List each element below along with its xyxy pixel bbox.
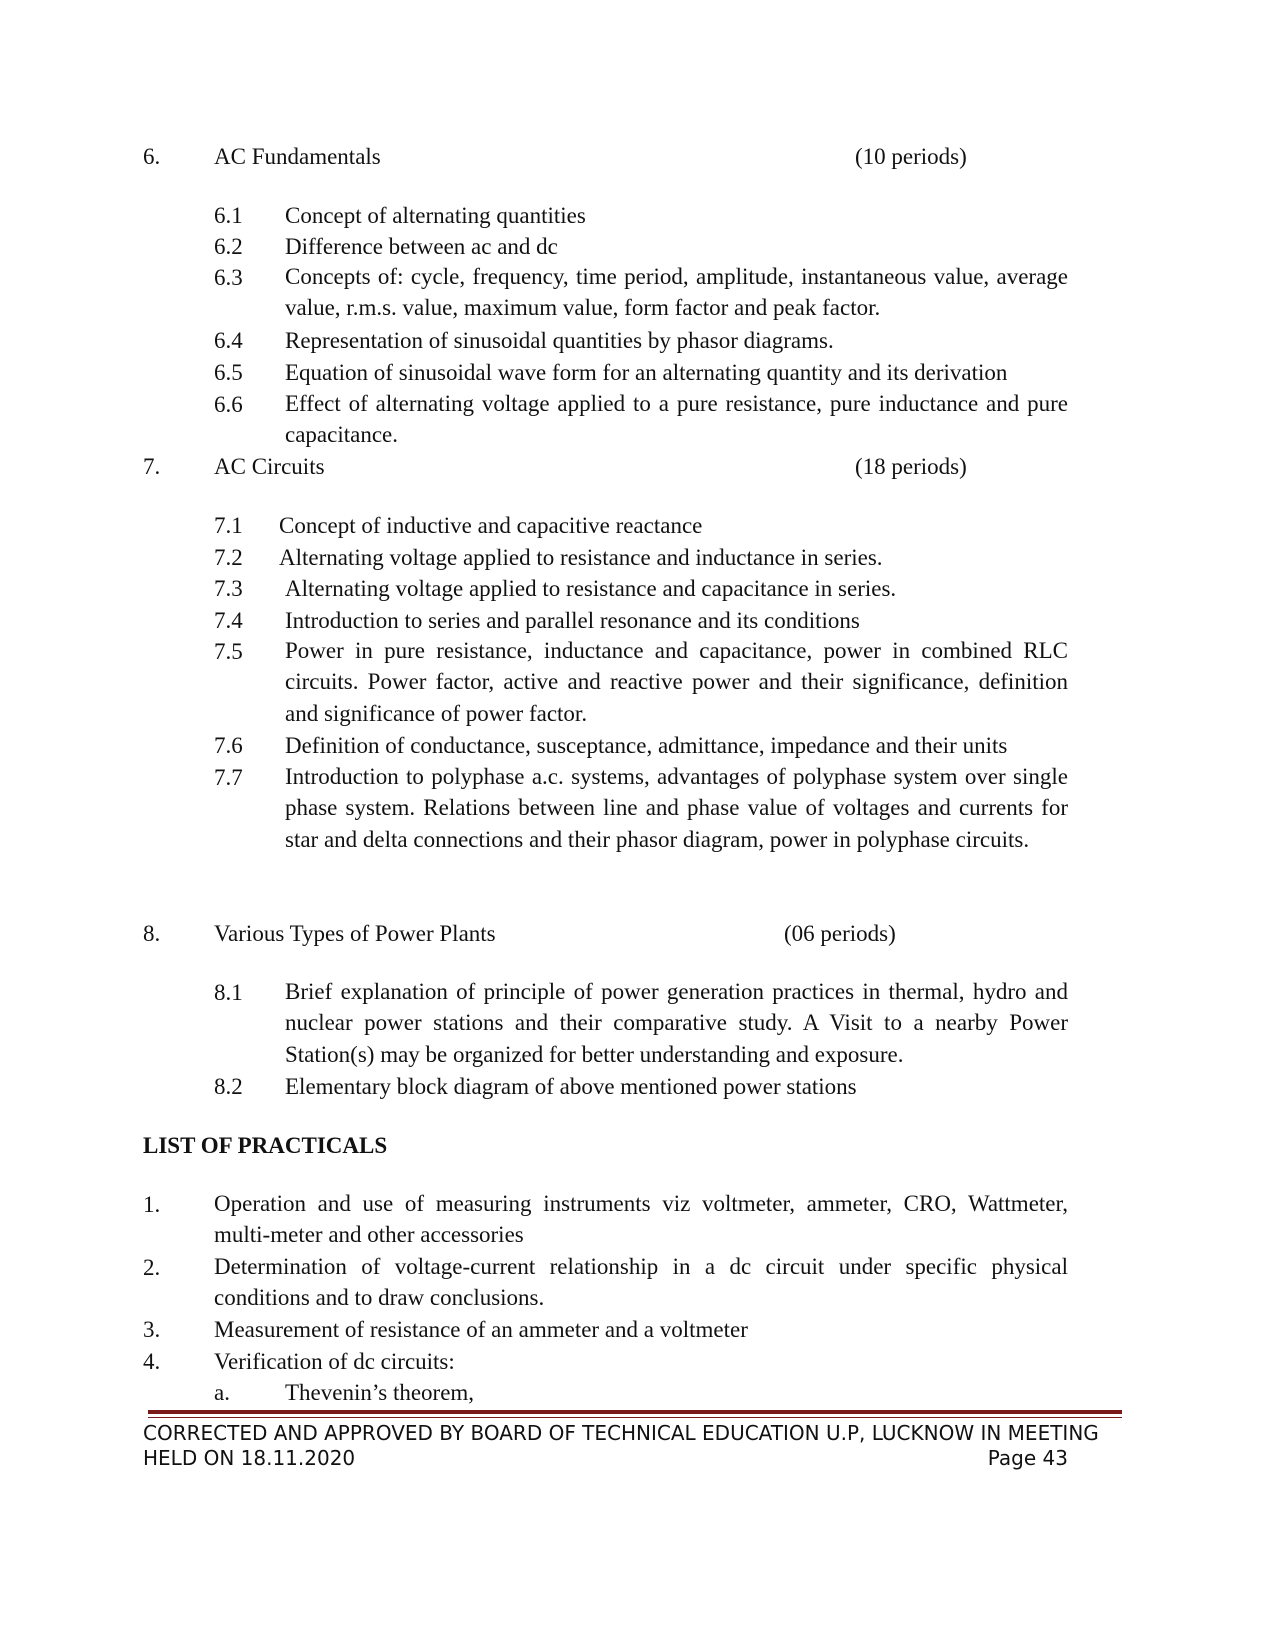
practicals-heading: LIST OF PRACTICALS xyxy=(143,1133,388,1158)
footer-divider xyxy=(148,1410,1122,1414)
item-number: 7.1 xyxy=(214,513,243,538)
practical-text: Operation and use of measuring instruments viz voltmeter, ammeter, CRO, Wattmeter, multi-meter and other accessories xyxy=(214,1191,1068,1248)
practical-text: Measurement of resistance of an ammeter and a voltmeter xyxy=(214,1317,748,1342)
practical-subitem-letter: a. xyxy=(214,1380,230,1405)
practical-number: 3. xyxy=(143,1317,161,1342)
practical-number: 2. xyxy=(143,1255,161,1280)
item-number: 8.1 xyxy=(214,980,243,1005)
item-number: 6.5 xyxy=(214,360,243,385)
item-number: 7.2 xyxy=(214,545,243,570)
item-text: Alternating voltage applied to resistance and capacitance in series. xyxy=(285,576,897,601)
item-text: Concepts of: cycle, frequency, time period, amplitude, instantaneous value, average value, r.m.s. value, maximum value, form factor and peak factor. xyxy=(285,264,1068,320)
section-periods: (06 periods) xyxy=(784,921,896,946)
item-number: 6.1 xyxy=(214,203,243,228)
item-number: 7.6 xyxy=(214,733,243,758)
item-number: 6.2 xyxy=(214,234,243,259)
practical-text: Determination of voltage-current relationship in a dc circuit under specific physical conditions and to draw conclusions. xyxy=(214,1254,1068,1311)
section-number: 6. xyxy=(143,144,161,169)
item-text: Power in pure resistance, inductance and capacitance, power in combined RLC circuits. Power factor, active and reactive power and their significance, definition and significance of power factor. xyxy=(285,638,1068,726)
item-text: Representation of sinusoidal quantities by phasor diagrams. xyxy=(285,328,834,353)
practical-text: Verification of dc circuits: xyxy=(214,1349,455,1374)
section-title: Various Types of Power Plants xyxy=(214,921,496,946)
practical-subitem-text: Thevenin’s theorem, xyxy=(285,1380,475,1405)
item-text: Definition of conductance, susceptance, admittance, impedance and their units xyxy=(285,733,1008,758)
practical-number: 4. xyxy=(143,1349,161,1374)
footer-meeting-date: HELD ON 18.11.2020 xyxy=(143,1446,356,1470)
section-title: AC Circuits xyxy=(214,454,325,479)
item-text: Equation of sinusoidal wave form for an alternating quantity and its derivation xyxy=(285,360,1008,385)
item-text: Difference between ac and dc xyxy=(285,234,558,259)
section-number: 7. xyxy=(143,454,161,479)
item-text: Introduction to series and parallel resonance and its conditions xyxy=(285,608,860,633)
section-title: AC Fundamentals xyxy=(214,144,381,169)
item-text: Effect of alternating voltage applied to a pure resistance, pure inductance and pure capacitance. xyxy=(285,391,1068,447)
item-text: Elementary block diagram of above mentioned power stations xyxy=(285,1074,857,1099)
page-number: Page 43 xyxy=(987,1446,1068,1470)
item-text: Concept of alternating quantities xyxy=(285,203,586,228)
practical-number: 1. xyxy=(143,1192,161,1217)
section-number: 8. xyxy=(143,921,161,946)
item-number: 6.6 xyxy=(214,392,243,417)
item-number: 8.2 xyxy=(214,1074,243,1099)
item-number: 6.4 xyxy=(214,328,243,353)
item-number: 6.3 xyxy=(214,265,243,290)
footer-approval-line: CORRECTED AND APPROVED BY BOARD OF TECHNICAL EDUCATION U.P, LUCKNOW IN MEETING xyxy=(143,1421,1099,1445)
item-text: Concept of inductive and capacitive reactance xyxy=(279,513,703,538)
item-number: 7.4 xyxy=(214,608,243,633)
item-number: 7.7 xyxy=(214,765,243,790)
section-periods: (18 periods) xyxy=(855,454,967,479)
item-text: Brief explanation of principle of power generation practices in thermal, hydro and nuclear power stations and their comparative study. A Visit to a nearby Power Station(s) may be organized for better understanding and exposure. xyxy=(285,979,1068,1067)
item-number: 7.3 xyxy=(214,576,243,601)
item-number: 7.5 xyxy=(214,639,243,664)
item-text: Alternating voltage applied to resistance and inductance in series. xyxy=(279,545,883,570)
item-text: Introduction to polyphase a.c. systems, advantages of polyphase system over single phase system. Relations between line and phase value of voltages and currents for star and delta connections and their phasor diagram, power in polyphase circuits. xyxy=(285,764,1068,852)
footer-divider-thin xyxy=(148,1417,1122,1418)
section-periods: (10 periods) xyxy=(855,144,967,169)
